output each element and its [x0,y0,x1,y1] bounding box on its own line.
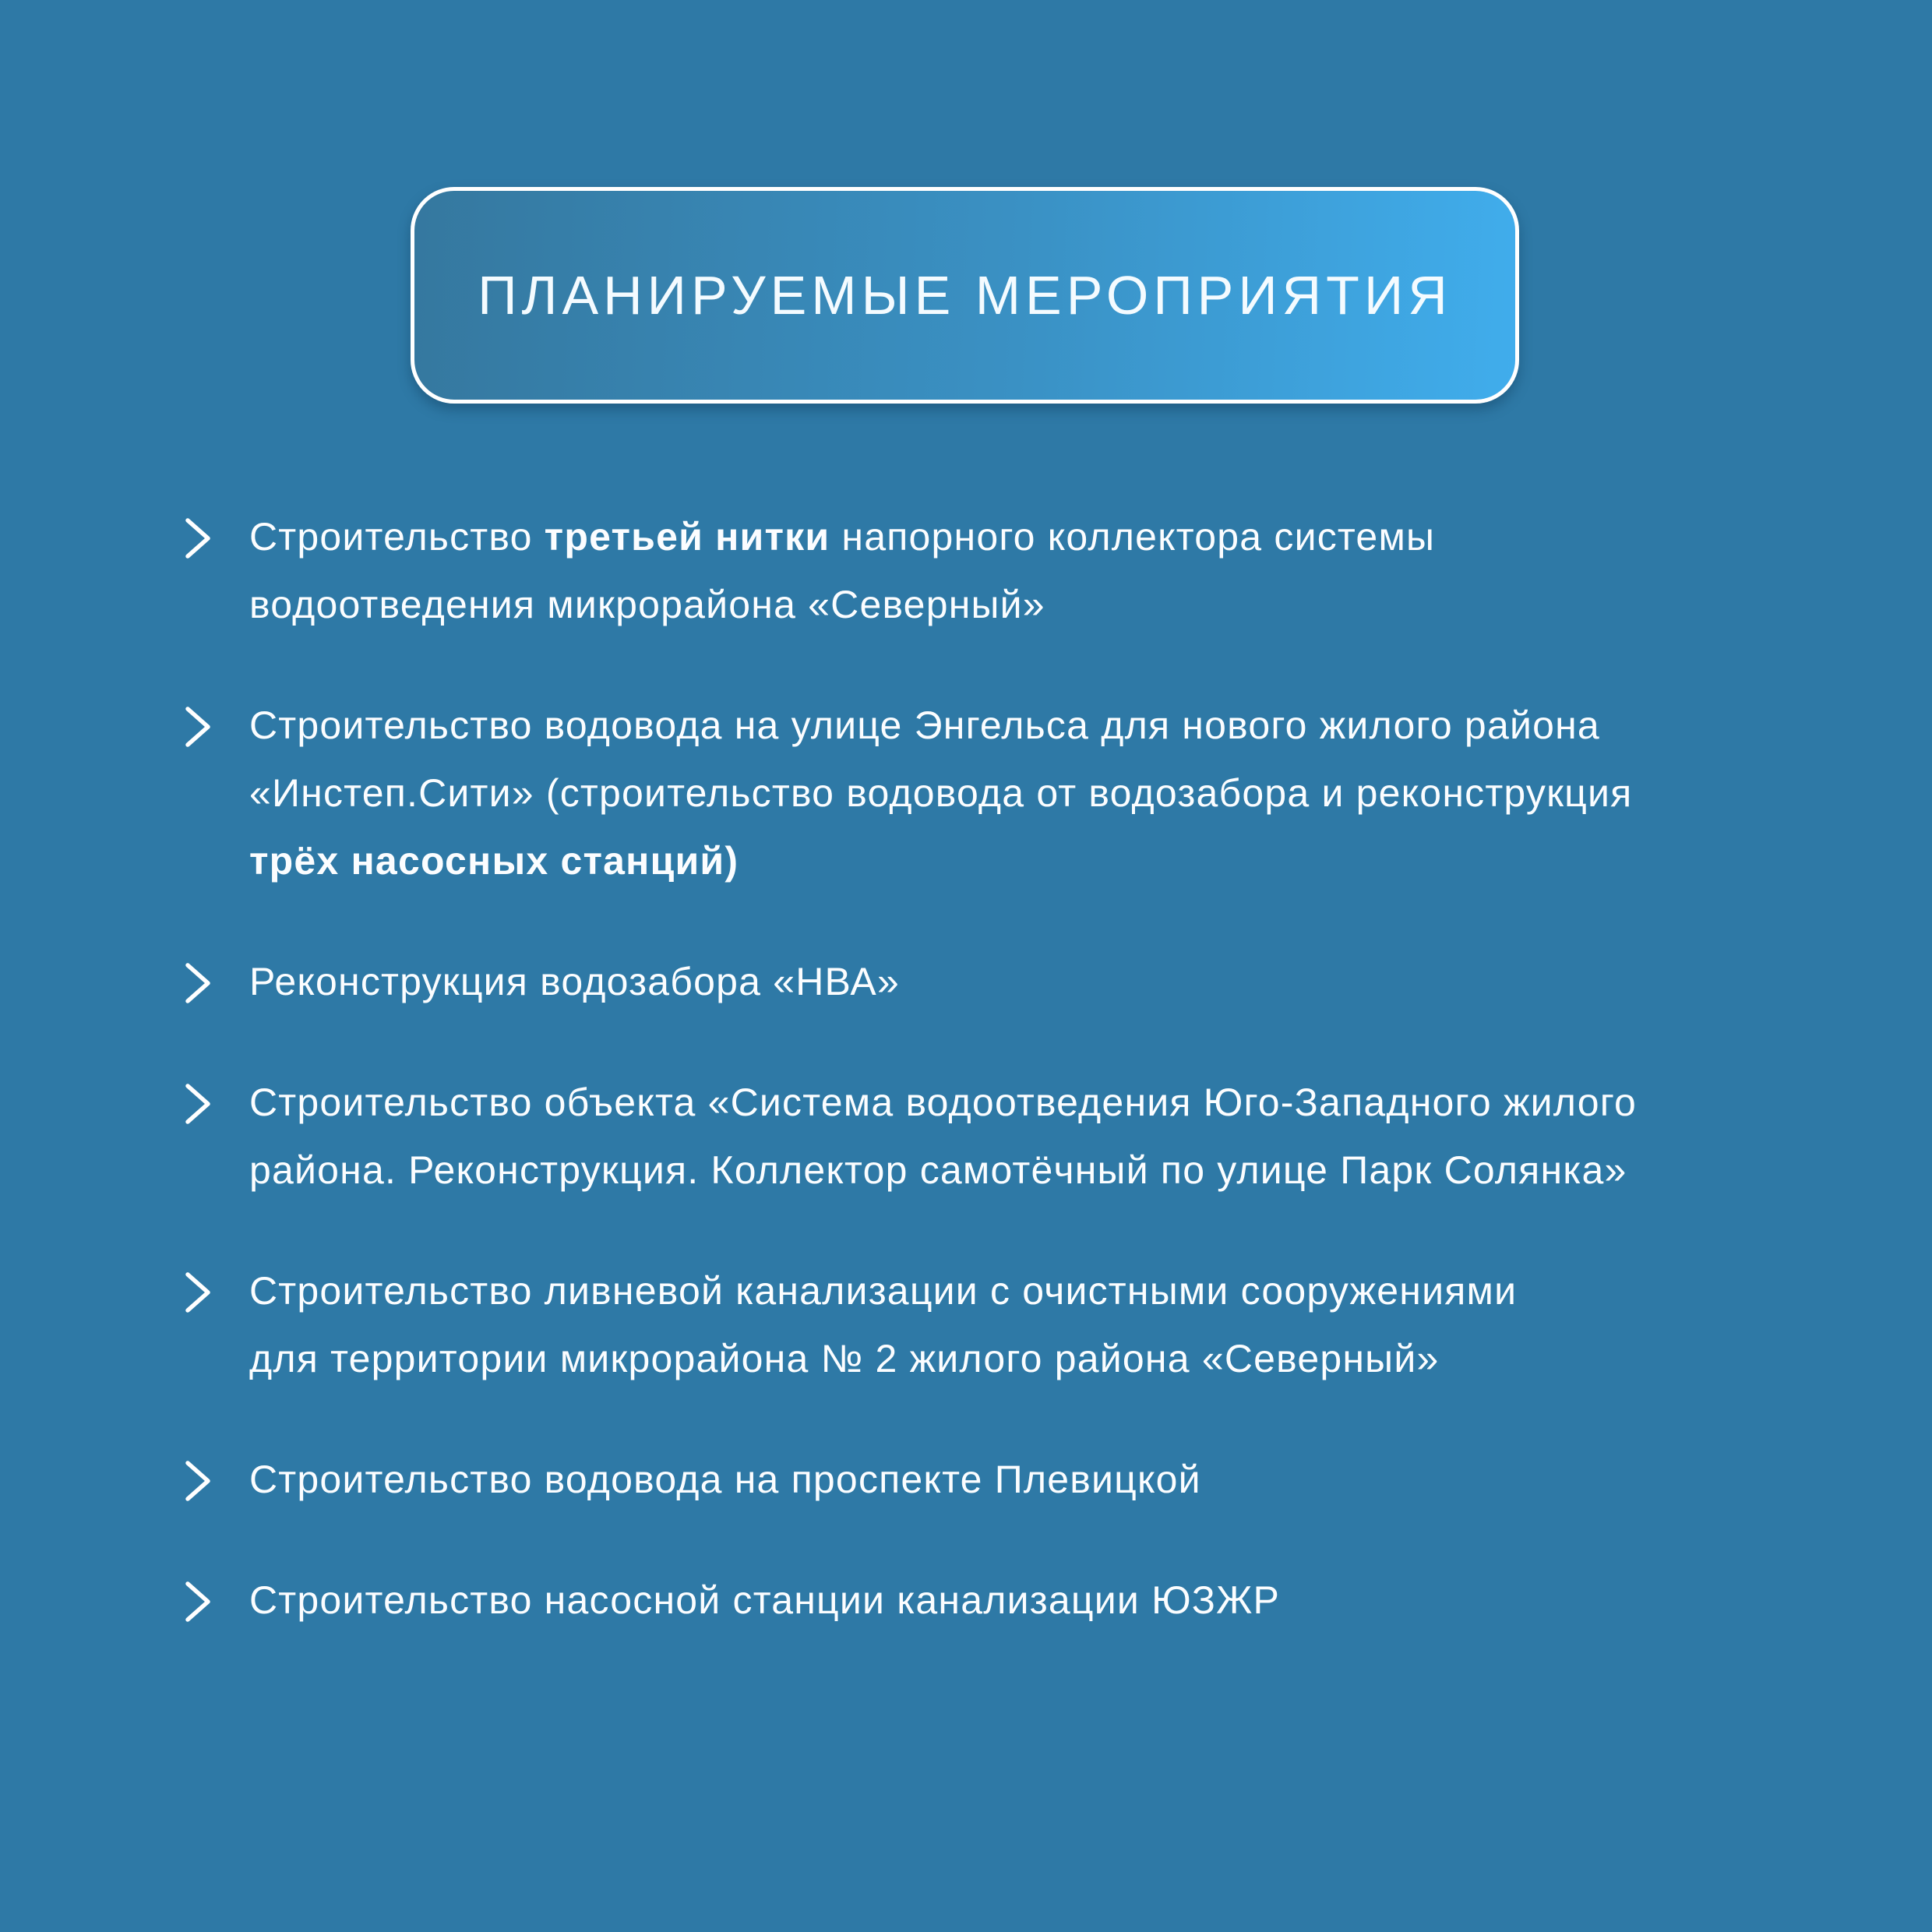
list-item-text [249,692,1632,895]
list-item-segment: Строительство объекта «Система водоотведения Юго-Западного жилого [249,1081,1638,1124]
chevron-right-icon [185,1460,211,1502]
list-item-segment: Строительство ливневой канализации с очистными сооружениями [249,1269,1518,1313]
chevron-right-icon [185,1271,211,1313]
list-item-segment: напорного коллектора системы [830,515,1436,559]
list-item-segment: для территории микрорайона № 2 жилого района «Северный» [249,1337,1440,1380]
list-item-segment: Строительство насосной станции канализации ЮЗЖР [249,1578,1281,1622]
list-item-segment-bold: трёх насосных станций) [249,839,739,883]
list-item-segment: Строительство [249,515,545,559]
list-item [185,1257,1813,1393]
chevron-right-icon [185,1083,211,1125]
title-banner [411,187,1519,404]
list-item-segment: «Инстеп.Сити» (строительство водовода от водозабора и реконструкция [249,771,1633,815]
list-item [185,948,1813,1016]
list-item [185,692,1813,895]
chevron-right-icon [185,706,211,748]
list-item-text [249,1257,1517,1393]
list-item-text [249,948,900,1016]
chevron-right-icon [185,517,211,559]
list-item-text [249,1446,1201,1514]
list-item-segment-bold: третьей нитки [544,515,830,559]
chevron-right-icon [185,1581,211,1623]
list-item-segment: Строительство водовода на улице Энгельса для нового жилого района [249,703,1600,747]
list-item [185,1567,1813,1634]
list-item [185,1446,1813,1514]
events-list [185,503,1813,1687]
list-item-segment: Реконструкция водозабора «НВА» [249,960,900,1003]
page-title: ПЛАНИРУЕМЫЕ МЕРОПРИЯТИЯ [478,265,1452,326]
chevron-right-icon [185,962,211,1004]
list-item [185,503,1813,639]
list-item-text [249,1567,1280,1634]
list-item-segment: водоотведения микрорайона «Северный» [249,583,1045,626]
list-item-segment: Строительство водовода на проспекте Плевицкой [249,1458,1201,1501]
list-item-text [249,503,1435,639]
list-item-text [249,1069,1637,1204]
list-item-segment: района. Реконструкция. Коллектор самотёчный по улице Парк Солянка» [249,1148,1627,1192]
list-item [185,1069,1813,1204]
